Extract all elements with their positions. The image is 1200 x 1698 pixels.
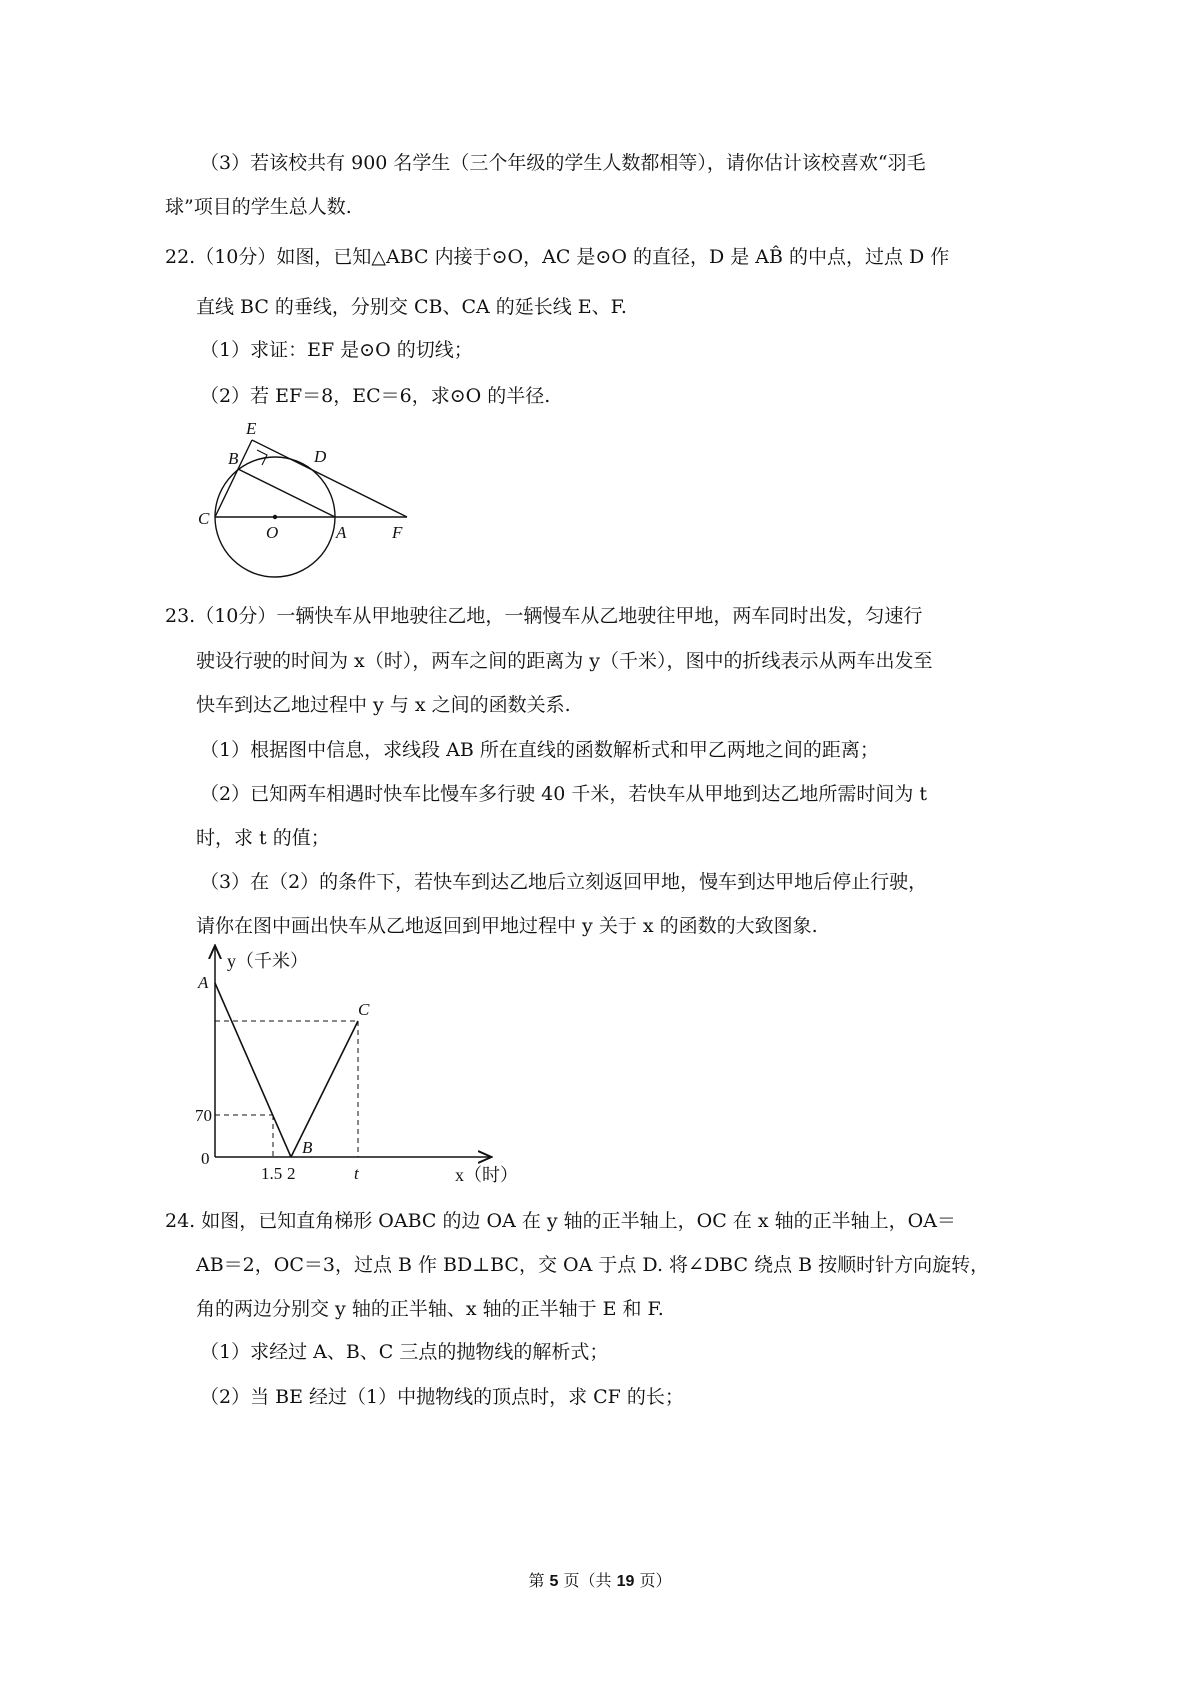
right-angle-mark [257,450,267,465]
label-o: O [266,523,279,542]
y-axis-label: y（千米） [227,951,308,971]
label-e: E [246,419,257,438]
q21-part3-line1: （3）若该校共有 900 名学生（三个年级的学生人数都相等），请你估计该校喜欢“羽毛 [200,152,926,174]
q22-stem-line2: 直线 BC 的垂线，分别交 CB、CA 的延长线 E、F. [196,296,627,318]
y-tick-70: 70 [195,1106,212,1125]
q23-stem-line2: 驶设行驶的时间为 x（时），两车之间的距离为 y（千米），图中的折线表示从两车出发至 [196,650,933,672]
label-c: C [198,509,210,528]
q23-graph [195,945,518,1185]
q22-figure [192,418,422,578]
q24-stem-line3: 角的两边分别交 y 轴的正半轴、x 轴的正半轴于 E 和 F. [196,1298,664,1320]
q23-stem-line3: 快车到达乙地过程中 y 与 x 之间的函数关系. [196,694,571,716]
q24-part1: （1）求经过 A、B、C 三点的抛物线的解析式； [200,1341,609,1363]
q22-part1: （1）求证：EF 是⊙O 的切线； [200,339,473,361]
segment-bc [291,1021,358,1157]
footer-page-number: 5 [549,1573,559,1590]
q23-part2-line1: （2）已知两车相遇时快车比慢车多行驶 40 千米，若快车从甲地到达乙地所需时间为 t [200,783,928,805]
q24-stem-line1: 24. 如图，已知直角梯形 OABC 的边 OA 在 y 轴的正半轴上，OC 在 x 轴的正半轴上，OA＝ [165,1210,956,1232]
label-d: D [314,447,327,466]
q22-part2: （2）若 EF＝8，EC＝6，求⊙O 的半径. [200,385,551,407]
x-tick-2: 2 [287,1164,296,1183]
q23-part2-line2: 时，求 t 的值； [196,827,330,849]
x-tick-1-5: 1.5 [261,1164,283,1183]
q21-part3-line2: 球”项目的学生总人数. [165,196,352,218]
point-c-label: C [358,1000,370,1019]
page-footer [0,1568,1200,1591]
label-f: F [392,523,403,542]
segment-ba [238,469,335,517]
footer-suffix: 页） [634,1571,672,1590]
q23-part1: （1）根据图中信息，求线段 AB 所在直线的函数解析式和甲乙两地之间的距离； [200,739,879,761]
q23-part3-line2: 请你在图中画出快车从乙地返回到甲地过程中 y 关于 x 的函数的大致图象. [196,915,818,937]
footer-total-pages: 19 [616,1573,635,1590]
q22-stem-line1: 22.（10分）如图，已知△ABC 内接于⊙O，AC 是⊙O 的直径，D 是 AB̂ 的中点，过点 D 作 [165,246,950,268]
q23-part3-line1: （3）在（2）的条件下，若快车到达乙地后立刻返回甲地，慢车到达甲地后停止行驶， [200,871,928,893]
footer-middle: 页（共 [558,1571,617,1590]
center-dot [273,515,277,519]
segment-ef [252,440,407,517]
y-tick-0: 0 [201,1149,210,1168]
x-axis-label: x（时） [455,1165,518,1185]
q24-stem-line2: AB＝2，OC＝3，过点 B 作 BD⊥BC，交 OA 于点 D. 将∠DBC 绕点 B 按顺时针方向旋转， [196,1254,990,1276]
label-a: A [336,523,347,542]
q24-part2: （2）当 BE 经过（1）中抛物线的顶点时，求 CF 的长； [200,1386,684,1408]
point-b-label: B [302,1138,313,1157]
label-b: B [228,449,239,468]
x-tick-t: t [354,1164,359,1183]
point-a-label: A [198,973,209,992]
footer-prefix: 第 [528,1571,550,1590]
segment-ab [215,983,291,1157]
q23-stem-line1: 23.（10分）一辆快车从甲地驶往乙地，一辆慢车从乙地驶往甲地，两车同时出发，匀速行 [165,605,923,627]
